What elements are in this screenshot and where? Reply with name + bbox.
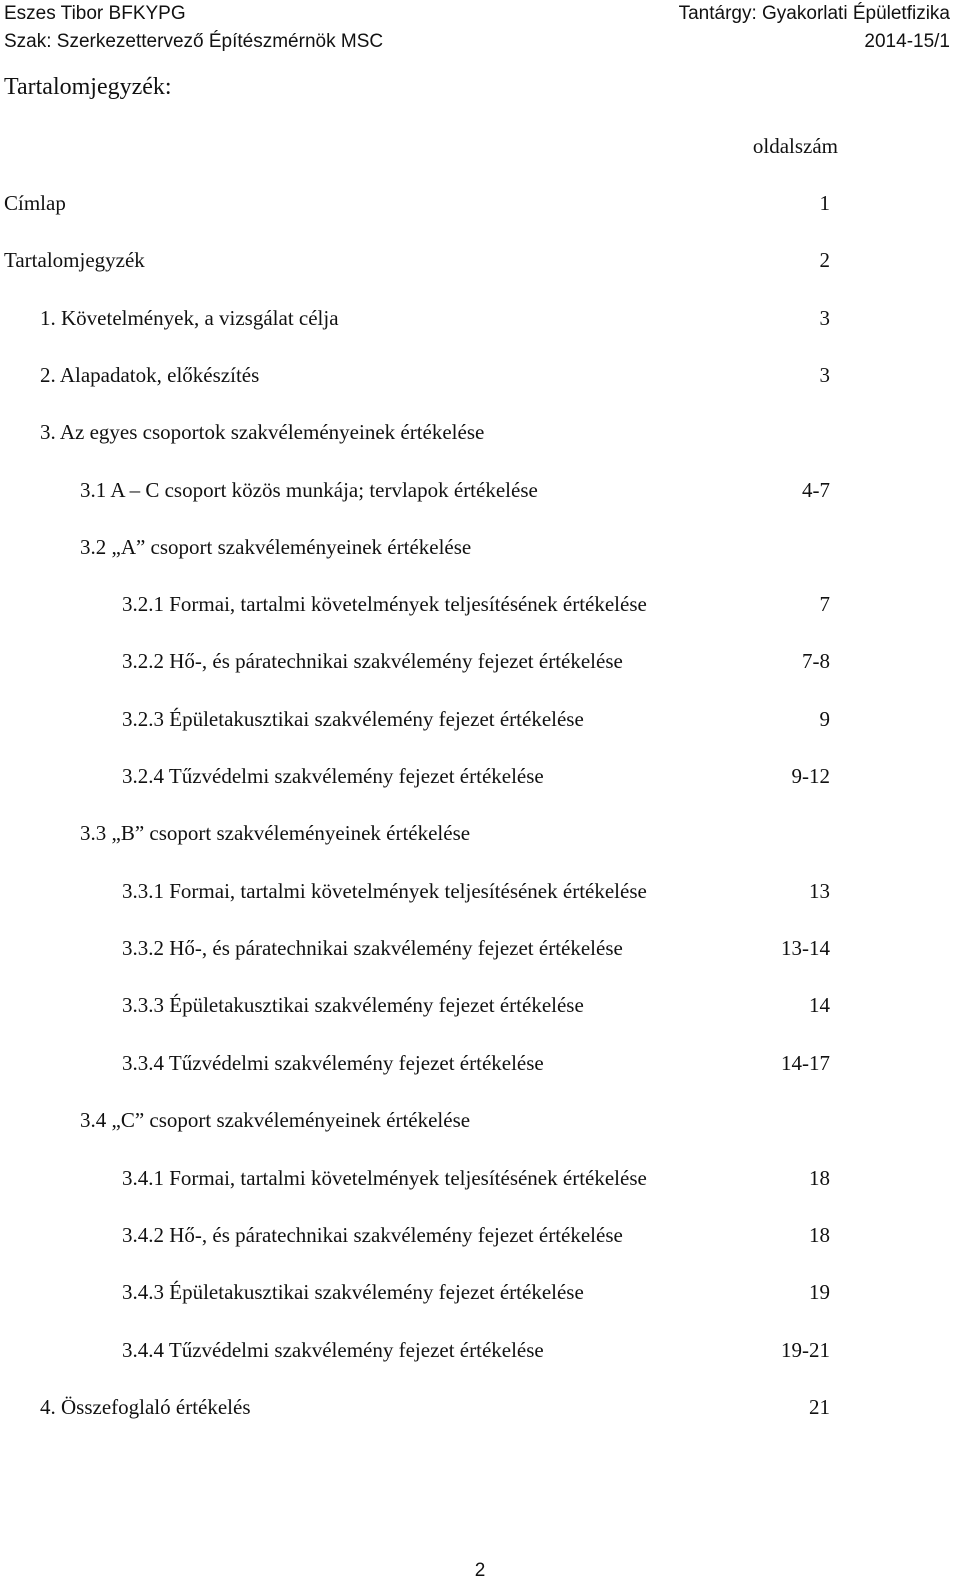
toc-entry bbox=[0, 876, 960, 906]
toc-entry bbox=[0, 1392, 960, 1422]
toc-entry bbox=[0, 188, 960, 218]
toc-entry bbox=[0, 818, 960, 848]
toc-entry-label: 2. Alapadatok, előkészítés bbox=[40, 363, 260, 387]
toc-entry-page: 7 bbox=[819, 592, 830, 616]
toc-entry-label: 3.2.1 Formai, tartalmi követelmények teljesítésének értékelése bbox=[122, 592, 647, 616]
toc-entry-label: 3.4 „C” csoport szakvéleményeinek értékelése bbox=[80, 1108, 471, 1132]
toc-entry bbox=[0, 1277, 960, 1307]
toc-entry-label: Tartalomjegyzék bbox=[4, 248, 145, 272]
page-title: Tartalomjegyzék: bbox=[4, 74, 172, 100]
toc-entry bbox=[0, 933, 960, 963]
toc-entry-page: 3 bbox=[819, 306, 830, 330]
toc-entry-page: 9-12 bbox=[791, 764, 830, 788]
header-subject: Tantárgy: Gyakorlati Épületfizika bbox=[678, 3, 950, 24]
toc-entry bbox=[0, 990, 960, 1020]
toc-entry-label: 3.2.2 Hő-, és páratechnikai szakvélemény fejezet értékelése bbox=[122, 649, 623, 673]
toc-entry-page: 7-8 bbox=[802, 649, 830, 673]
toc-entry bbox=[0, 360, 960, 390]
toc-entry-page: 2 bbox=[819, 248, 830, 272]
toc-entry-page: 19 bbox=[809, 1280, 830, 1304]
toc-entry bbox=[0, 417, 960, 447]
toc-entry-label: 3.4.2 Hő-, és páratechnikai szakvélemény fejezet értékelése bbox=[122, 1223, 623, 1247]
toc-entry-page: 9 bbox=[819, 707, 830, 731]
toc-entry bbox=[0, 1220, 960, 1250]
toc-entry-page: 3 bbox=[819, 363, 830, 387]
toc-entry-page: 14 bbox=[809, 993, 830, 1017]
toc-entry-label: 3.4.4 Tűzvédelmi szakvélemény fejezet értékelése bbox=[122, 1338, 544, 1362]
toc-entry bbox=[0, 475, 960, 505]
toc-entry bbox=[0, 704, 960, 734]
toc-entry bbox=[0, 1105, 960, 1135]
toc-entry bbox=[0, 1163, 960, 1193]
toc-entry-label: 3. Az egyes csoportok szakvéleményeinek értékelése bbox=[40, 420, 485, 444]
toc-entry bbox=[0, 245, 960, 275]
header-semester: 2014-15/1 bbox=[864, 31, 950, 52]
toc-entry-page: 18 bbox=[809, 1166, 830, 1190]
page-number: 2 bbox=[474, 1560, 486, 1581]
toc-entry-page: 13 bbox=[809, 879, 830, 903]
toc-entry bbox=[0, 761, 960, 791]
toc-entry-page: 21 bbox=[809, 1395, 830, 1419]
page-column-header: oldalszám bbox=[752, 134, 838, 158]
toc-entry-label: Címlap bbox=[4, 191, 66, 215]
toc-entry-label: 3.3.1 Formai, tartalmi követelmények teljesítésének értékelése bbox=[122, 879, 647, 903]
toc-entry-label: 3.1 A – C csoport közös munkája; tervlapok értékelése bbox=[80, 478, 538, 502]
toc-entry-page: 4-7 bbox=[802, 478, 830, 502]
toc-entry bbox=[0, 532, 960, 562]
toc-entry-page: 18 bbox=[809, 1223, 830, 1247]
toc-entry-label: 3.2 „A” csoport szakvéleményeinek értékelése bbox=[80, 535, 472, 559]
toc-entry bbox=[0, 1048, 960, 1078]
toc-entry-label: 3.3.2 Hő-, és páratechnikai szakvélemény fejezet értékelése bbox=[122, 936, 623, 960]
toc-entry bbox=[0, 646, 960, 676]
toc-entry-label: 1. Követelmények, a vizsgálat célja bbox=[40, 306, 339, 330]
toc-entry-page: 13-14 bbox=[781, 936, 830, 960]
toc-entry-label: 3.4.3 Épületakusztikai szakvélemény fejezet értékelése bbox=[122, 1280, 584, 1304]
toc-entry-label: 3.4.1 Formai, tartalmi követelmények teljesítésének értékelése bbox=[122, 1166, 647, 1190]
toc-entry bbox=[0, 303, 960, 333]
toc-entry-label: 3.3.3 Épületakusztikai szakvélemény fejezet értékelése bbox=[122, 993, 584, 1017]
header-major: Szak: Szerkezettervező Építészmérnök MSC bbox=[4, 31, 384, 52]
toc-entry-page: 1 bbox=[819, 191, 830, 215]
toc-entry bbox=[0, 1335, 960, 1365]
toc-entry bbox=[0, 589, 960, 619]
toc-entry-label: 3.2.4 Tűzvédelmi szakvélemény fejezet értékelése bbox=[122, 764, 544, 788]
toc-entry-label: 3.3.4 Tűzvédelmi szakvélemény fejezet értékelése bbox=[122, 1051, 544, 1075]
toc-entry-label: 4. Összefoglaló értékelés bbox=[40, 1395, 251, 1419]
toc-entry-label: 3.2.3 Épületakusztikai szakvélemény fejezet értékelése bbox=[122, 707, 584, 731]
toc-entry-page: 14-17 bbox=[781, 1051, 830, 1075]
toc-entry-label: 3.3 „B” csoport szakvéleményeinek értékelése bbox=[80, 821, 471, 845]
header-author: Eszes Tibor BFKYPG bbox=[4, 3, 186, 24]
toc-entry-page: 19-21 bbox=[781, 1338, 830, 1362]
